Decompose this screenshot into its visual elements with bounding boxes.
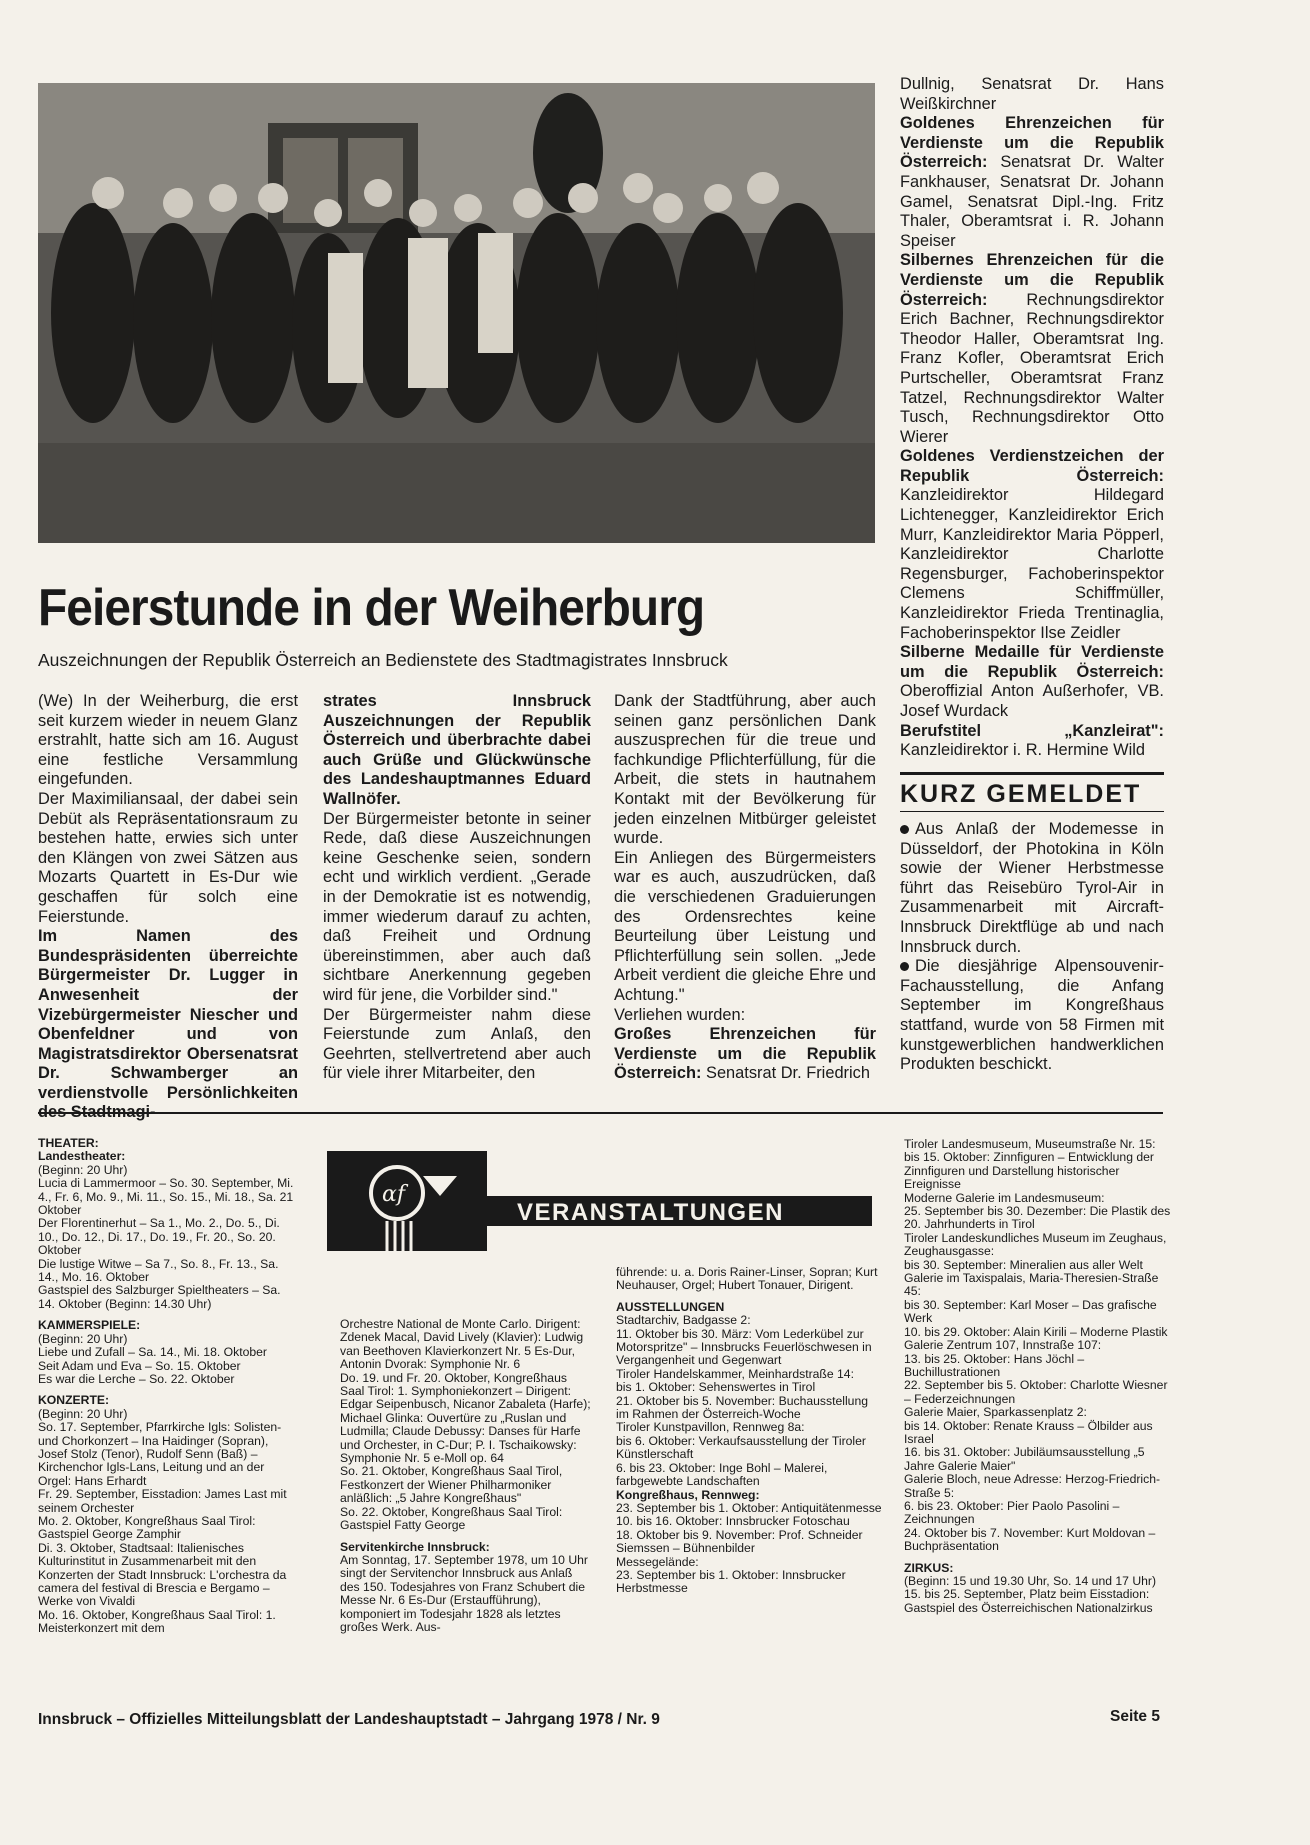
award-heading: Berufstitel „Kanzleirat":: [900, 721, 1164, 740]
event-item: Es war die Lerche – So. 22. Oktober: [38, 1371, 235, 1386]
award-recipients: Senatsrat Dr. Walter Fankhauser, Senatsrat Dr. Johann Gamel, Senatsrat Dipl.-Ing. Fritz Thaler, Oberamtsrat i. R. Johann Speiser: [900, 153, 1164, 250]
paragraph-bold: Im Namen des Bundespräsidenten überreichte Bürgermeister Dr. Lugger in Anwesenheit der Vizebürgermeister Niescher und Obenfeldner und von Magistratsdirektor Obersenatsrat Dr. Schwamberger an verdienstvolle Persönlichkeiten des Stadtmagi-: [38, 927, 298, 1122]
event-item: bis 30. September: Karl Moser – Das grafische Werk: [904, 1297, 1157, 1326]
award-heading: Silbernes Ehrenzeichen für die Verdienste um die Republik Österreich:: [900, 251, 1164, 309]
event-item: 11. Oktober bis 30. März: Vom Lederkübel zur Motorspritze" – Innsbrucks Feuerlöschwesen in Vergangenheit und Gegenwart: [616, 1326, 872, 1368]
subheading: Landestheater:: [38, 1149, 126, 1164]
event-item: 16. bis 31. Oktober: Jubiläumsausstellung „5 Jahre Galerie Maier": [904, 1445, 1145, 1473]
event-item: Do. 19. und Fr. 20. Oktober, Kongreßhaus Saal Tirol: 1. Symphoniekonzert – Dirigent: Edgar Seipenbusch, Nicanor Zabaleta (Harfe); Michael Glinka: Ouvertüre zu „Ruslan und Ludmilla; Claude Debussy: Danses für Harfe und Orchester, in C-Dur; P. I. Tschaikowsky: Symphonie Nr. 5 e-Moll op. 64: [340, 1370, 591, 1466]
event-item: 13. bis 25. Oktober: Hans Jöchl – Buchillustrationen: [904, 1351, 1085, 1379]
event-item: 25. September bis 30. Dezember: Die Plastik des 20. Jahrhunderts in Tirol: [904, 1204, 1171, 1232]
article-column-2: [323, 692, 591, 1084]
kurz-gemeldet-title: KURZ GEMELDET: [900, 780, 1142, 808]
award-recipients: Rechnungsdirektor Erich Bachner, Rechnungsdirektor Theodor Haller, Oberamtsrat Ing. Franz Kofler, Oberamtsrat Erich Purtscheller, Oberamtsrat Franz Tatzel, Rechnungsdirektor Walter Tusch, Rechnungsdirektor Otto Wierer: [900, 290, 1164, 446]
event-item: Tiroler Handelskammer, Meinhardstraße 14:: [616, 1366, 854, 1381]
event-item: (Beginn: 20 Uhr): [38, 1331, 128, 1346]
kurz-gemeldet-list: [900, 820, 1164, 1075]
event-item: bis 30. September: Mineralien aus aller Welt: [904, 1257, 1143, 1272]
event-item: 10. bis 16. Oktober: Innsbrucker Fotoschau: [616, 1514, 850, 1529]
event-item: 6. bis 23. Oktober: Pier Paolo Pasolini – Zeichnungen: [904, 1498, 1120, 1527]
event-item: Galerie Zentrum 107, Innstraße 107:: [904, 1338, 1102, 1353]
award-recipients: Kanzleidirektor i. R. Hermine Wild: [900, 741, 1146, 760]
event-item: 6. bis 23. Oktober: Inge Bohl – Malerei, farbgewebte Landschaften: [616, 1460, 828, 1489]
award-recipients: Oberoffizial Anton Außerhofer, VB. Josef Wurdack: [900, 682, 1164, 720]
event-item: So. 21. Oktober, Kongreßhaus Saal Tirol, Festkonzert der Wiener Philharmoniker anläßlich: „5 Jahre Kongreßhaus": [340, 1464, 563, 1506]
events-column-1: [38, 1137, 300, 1636]
event-item: bis 15. Oktober: Zinnfiguren – Entwicklung der Zinnfiguren und Darstellung historischer Ereignisse: [904, 1150, 1154, 1192]
article-subtitle: Auszeichnungen der Republik Österreich an Bedienstete des Stadtmagistrates Innsbruck: [38, 650, 728, 670]
section-heading: ZIRKUS:: [904, 1560, 954, 1575]
paragraph: Dullnig, Senatsrat Dr. Hans Weißkirchner: [900, 75, 1164, 113]
event-item: bis 1. Oktober: Sehenswertes in Tirol: [616, 1380, 816, 1395]
group-photo: [38, 83, 875, 543]
event-item: Orchestre National de Monte Carlo. Dirigent: Zdenek Macal, David Lively (Klavier): Ludwig van Beethoven Klavierkonzert Nr. 5 Es-Dur, Antonin Dvorak: Symphonie Nr. 6: [340, 1317, 584, 1372]
event-item: Der Florentinerhut – Sa 1., Mo. 2., Do. 5., Di. 10., Do. 12., Di. 17., Do. 19., Fr. 20., So. 20. Oktober: [38, 1216, 280, 1258]
event-item: Fr. 29. September, Eisstadion: James Last mit seinem Orchester: [38, 1487, 287, 1515]
event-item: 21. Oktober bis 5. November: Buchausstellung im Rahmen der Österreich-Woche: [616, 1393, 869, 1422]
article-headline: Feierstunde in der Weiherburg: [38, 579, 705, 637]
award-heading: Goldenes Ehrenzeichen für Verdienste um die Republik Österreich:: [900, 114, 1164, 172]
paragraph: (We) In der Weiherburg, die erst seit kurzem wieder in neuem Glanz erstrahlt, hatte sich am 16. August eine festliche Versammlung eingefunden.: [38, 692, 298, 789]
event-item: 15. bis 25. September, Platz beim Eisstadion: Gastspiel des Österreichischen Nationalzirkus: [904, 1587, 1153, 1615]
events-column-2: [340, 1318, 593, 1634]
kurz-bottom-rule: [900, 811, 1164, 812]
award-heading: Großes Ehrenzeichen für Verdienste um die Republik Österreich:: [614, 1025, 876, 1083]
kurz-top-rule: [900, 772, 1164, 775]
event-item: 23. September bis 1. Oktober: Antiquitätenmesse: [616, 1500, 882, 1515]
event-item: 22. September bis 5. Oktober: Charlotte Wiesner – Federzeichnungen: [904, 1378, 1168, 1406]
event-item: Galerie Maier, Sparkassenplatz 2:: [904, 1405, 1087, 1420]
paragraph: Verliehen wurden:: [614, 1005, 746, 1024]
section-divider: [38, 1112, 1163, 1114]
event-item: Mo. 16. Oktober, Kongreßhaus Saal Tirol: 1. Meisterkonzert mit dem: [38, 1607, 276, 1636]
event-item: Mo. 2. Oktober, Kongreßhaus Saal Tirol: Gastspiel George Zamphir: [38, 1513, 256, 1542]
article-column-4: [900, 75, 1164, 761]
award-heading: Goldenes Verdienstzeichen der Republik Österreich:: [900, 447, 1164, 485]
event-item: Die lustige Witwe – Sa 7., So. 8., Fr. 13., Sa. 14., Mo. 16. Oktober: [38, 1256, 279, 1285]
events-column-4: [904, 1138, 1174, 1615]
event-item: Am Sonntag, 17. September 1978, um 10 Uhr singt der Servitenchor Innsbruck aus Anlaß des 150. Todesjahres von Franz Schubert die Messe Nr. 6 Es-Dur (Erstaufführung), komponiert im Todesjahr 1828 als letztes großes Werk. Aus-: [340, 1552, 588, 1634]
paragraph: Der Bürgermeister betonte in seiner Rede, daß diese Auszeichnungen keine Geschenke seien, sondern echt und wirklich verdient. „Gerade in der Demokratie ist es notwendig, immer wiederum darauf zu achten, daß Freiheit und Ordnung übereinstimmen, aber auch daß sichtbare Anerkennung gegeben wird für jene, die Vorbilder sind.": [323, 809, 591, 1004]
event-item: führende: u. a. Doris Rainer-Linser, Sopran; Kurt Neuhauser, Orgel; Hubert Tonauer, Dirigent.: [616, 1265, 878, 1293]
event-item: bis 14. Oktober: Renate Krauss – Ölbilder aus Israel: [904, 1418, 1153, 1446]
event-item: (Beginn: 15 und 19.30 Uhr, So. 14 und 17 Uhr): [904, 1574, 1157, 1588]
article-column-3: [614, 692, 876, 1084]
section-heading: AUSSTELLUNGEN: [616, 1299, 725, 1314]
paragraph: Dank der Stadtführung, aber auch seinen ganz persönlichen Dank auszusprechen für die treue und fachkundige Pflichterfüllung, für die Arbeit, die stets in hautnahem Kontakt mit der Bevölkerung für jeden einzelnen Mitbürger geleistet wurde.: [614, 692, 876, 848]
event-item: Lucia di Lammermoor – So. 30. September, Mi. 4., Fr. 6, Mo. 9., Mi. 11., So. 15., Mi. 18., Sa. 21 Oktober: [38, 1176, 294, 1218]
section-heading: KONZERTE:: [38, 1393, 110, 1408]
event-item: So. 17. September, Pfarrkirche Igls: Solisten- und Chorkonzert – Ina Haidinger (Sopran), Josef Stolz (Tenor), Rudolf Senn (Baß) – Kirchenchor Igls-Lans, Leitung und an der Orgel: Hans Erhardt: [38, 1420, 282, 1488]
event-item: Tiroler Kunstpavillon, Rennweg 8a:: [616, 1420, 805, 1435]
event-item: (Beginn: 20 Uhr): [38, 1162, 128, 1177]
event-item: Di. 3. Oktober, Stadtsaal: Italienisches Kulturinstitut in Zusammenarbeit mit den Konzerten der Stadt Innsbruck: L'orchestra da camera del festival di Brescia e Bergamo – Werke von Vivaldi: [38, 1540, 287, 1609]
kurz-item: Aus Anlaß der Modemesse in Düsseldorf, der Photokina in Köln sowie der Wiener Herbstmesse führt das Reisebüro Tyrol-Air in Zusammenarbeit mit Aircraft-Innsbruck Direktflüge ab und nach Innsbruck durch.: [900, 820, 1164, 956]
section-heading: THEATER:: [38, 1136, 99, 1150]
event-item: 10. bis 29. Oktober: Alain Kirili – Moderne Plastik: [904, 1324, 1168, 1339]
article-column-1: [38, 692, 298, 1123]
event-item: Liebe und Zufall – Sa. 14., Mi. 18. Oktober: [38, 1345, 267, 1360]
event-item: Moderne Galerie im Landesmuseum:: [904, 1190, 1105, 1205]
event-item: Tiroler Landeskundliches Museum im Zeughaus, Zeughausgasse:: [904, 1230, 1167, 1259]
bullet-icon: [900, 962, 909, 971]
event-item: Gastspiel des Salzburger Spieltheaters – Sa. 14. Oktober (Beginn: 14.30 Uhr): [38, 1283, 281, 1311]
event-item: Galerie Bloch, neue Adresse: Herzog-Friedrich-Straße 5:: [904, 1472, 1161, 1500]
bullet-icon: [900, 825, 909, 834]
subheading: Servitenkirche Innsbruck:: [340, 1539, 490, 1554]
event-item: 23. September bis 1. Oktober: Innsbrucker Herbstmesse: [616, 1567, 846, 1596]
subheading: Kongreßhaus, Rennweg:: [616, 1487, 760, 1502]
event-item: Tiroler Landesmuseum, Museumstraße Nr. 15:: [904, 1137, 1156, 1151]
award-recipients: Senatsrat Dr. Friedrich: [701, 1064, 870, 1083]
page-number: Seite 5: [1110, 1708, 1160, 1725]
event-item: Galerie im Taxispalais, Maria-Theresien-Straße 45:: [904, 1271, 1159, 1299]
event-item: bis 6. Oktober: Verkaufsausstellung der Tiroler Künstlerschaft: [616, 1433, 866, 1462]
paragraph: Der Bürgermeister nahm diese Feierstunde zum Anlaß, den Geehrten, stellvertretend aber auch für viele ihrer Mitarbeiter, den: [323, 1005, 591, 1083]
event-item: Stadtarchiv, Badgasse 2:: [616, 1313, 751, 1328]
kurz-item: Die diesjährige Alpensouvenir-Fachausstellung, die Anfang September im Kongreßhaus stattfand, wurde von 58 Firmen mit kunstgewerblichen handwerklichen Produkten beschickt.: [900, 957, 1164, 1074]
event-item: Messegelände:: [616, 1554, 699, 1569]
award-recipients: Kanzleidirektor Hildegard Lichtenegger, Kanzleidirektor Erich Murr, Kanzleidirektor Maria Pöpperl, Kanzleidirektor Charlotte Regensburger, Fachoberinspektor Clemens Schiffmüller, Kanzleidirektor Frieda Trentinaglia, Fachoberinspektor Ilse Zeidler: [900, 486, 1164, 642]
events-column-3: [616, 1266, 882, 1596]
footer-text: Innsbruck – Offizielles Mitteilungsblatt der Landeshauptstadt – Jahrgang 1978 / Nr. 9: [38, 1711, 660, 1728]
paragraph-bold: strates Innsbruck Auszeichnungen der Republik Österreich und überbrachte dabei auch Grüße und Glückwünsche des Landeshauptmannes Eduard Wallnöfer.: [323, 692, 591, 808]
event-item: So. 22. Oktober, Kongreßhaus Saal Tirol: Gastspiel Fatty George: [340, 1504, 563, 1533]
paragraph: Der Maximiliansaal, der dabei sein Debüt als Repräsentationsraum zu bestehen hatte, erwies sich unter den Klängen von zwei Sätzen aus Mozarts Quartett in Es-Dur wie geschaffen für solch eine Feierstunde.: [38, 789, 298, 926]
event-item: Seit Adam und Eva – So. 15. Oktober: [38, 1358, 241, 1373]
veranstaltungen-logo-text: VERANSTALTUNGEN: [517, 1199, 784, 1226]
section-heading: KAMMERSPIELE:: [38, 1318, 141, 1333]
event-item: (Beginn: 20 Uhr): [38, 1406, 128, 1421]
veranstaltungen-logo: [327, 1141, 877, 1267]
svg-text:ɑf: ɑf: [382, 1182, 405, 1207]
event-item: 18. Oktober bis 9. November: Prof. Schneider Siemssen – Bühnenbilder: [616, 1527, 863, 1556]
award-heading: Silberne Medaille für Verdienste um die Republik Österreich:: [900, 643, 1164, 681]
paragraph: Ein Anliegen des Bürgermeisters war es auch, auszudrücken, daß die verschiedenen Graduierungen des Ordensrechtes keine Beurteilung über Leistung und Pflichterfüllung sein sollen. „Jede Arbeit verdient die gleiche Ehre und Achtung.": [614, 848, 876, 1004]
event-item: 24. Oktober bis 7. November: Kurt Moldovan – Buchpräsentation: [904, 1525, 1156, 1554]
